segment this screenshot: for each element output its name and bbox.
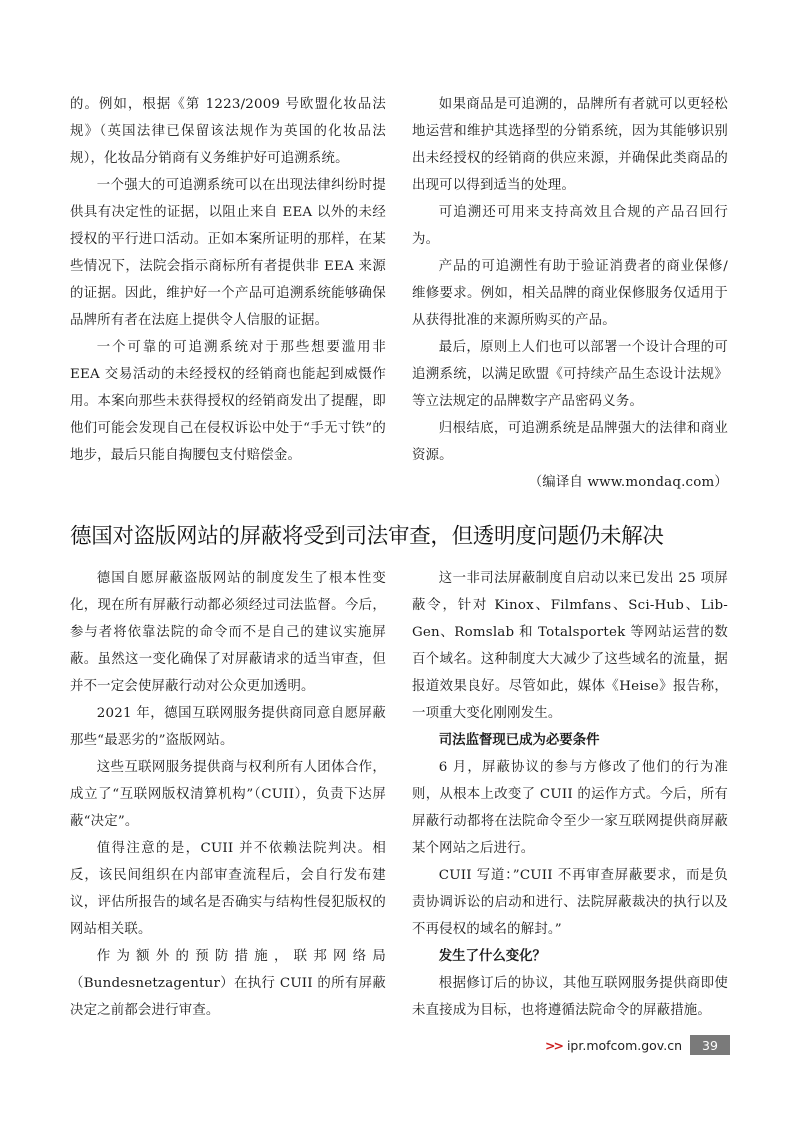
paragraph: 根据修订后的协议，其他互联网服务提供商即使未直接成为目标，也将遵循法院命令的屏蔽措施。: [412, 976, 728, 1018]
paragraph: 值得注意的是，CUII 并不依赖法院判决。相反，该民间组织在内部审查流程后，会自行发布建议，评估所报告的域名是否确实与结构性侵犯版权的网站相关联。: [70, 841, 386, 937]
paragraph: 一个可靠的可追溯系统对于那些想要滥用非 EEA 交易活动的未经授权的经销商也能起到威慑作用。本案向那些未获得授权的经销商发出了提醒，即他们可能会发现自己在侵权诉讼中处于“手无寸铁”的地步，最后只能自掏腰包支付赔偿金。: [70, 340, 386, 463]
article-headline: 德国对盗版网站的屏蔽将受到司法审查，但透明度问题仍未解决: [70, 524, 664, 549]
top-left-column: [70, 91, 386, 469]
double-chevron-right-icon: >>: [545, 1037, 562, 1053]
page-footer: [545, 1035, 730, 1055]
paragraph: 最后，原则上人们也可以部署一个设计合理的可追溯系统，以满足欧盟《可持续产品生态设计法规》等立法规定的品牌数字产品密码义务。: [412, 340, 728, 409]
paragraph: 一个强大的可追溯系统可以在出现法律纠纷时提供具有决定性的证据，以阻止来自 EEA 以外的未经授权的平行进口活动。正如本案所证明的那样，在某些情况下，法院会指示商标所有者提供非 EEA 来源的证据。因此，维护好一个产品可追溯系统能够确保品牌所有者在法庭上提供令人信服的证据。: [70, 178, 386, 328]
source-note: （编译自 www.mondaq.com）: [528, 475, 728, 490]
paragraph: 产品的可追溯性有助于验证消费者的商业保修/维修要求。例如，相关品牌的商业保修服务仅适用于从获得批准的来源所购买的产品。: [412, 259, 728, 328]
top-right-column: [412, 91, 728, 496]
footer-website[interactable]: ipr.mofcom.gov.cn: [566, 1037, 682, 1053]
paragraph: 这一非司法屏蔽制度自启动以来已发出 25 项屏蔽令，针对 Kinox、Filmfans、Sci-Hub、Lib-Gen、Romslab 和 Totalsportek 等网站运营的数百个域名。这种制度大大减少了这些域名的流量，据报道效果良好。尽管如此，媒体《Heise》报告称，一项重大变化刚刚发生。: [412, 571, 728, 721]
paragraph: 归根结底，可追溯系统是品牌强大的法律和商业资源。: [412, 421, 728, 463]
paragraph: 德国自愿屏蔽盗版网站的制度发生了根本性变化，现在所有屏蔽行动都必须经过司法监督。今后，参与者将依靠法院的命令而不是自己的建议实施屏蔽。虽然这一变化确保了对屏蔽请求的适当审查，但并不一定会使屏蔽行动对公众更加透明。: [70, 571, 386, 694]
paragraph: 作为额外的预防措施，联邦网络局（Bundesnetzagentur）在执行 CUII 的所有屏蔽决定之前都会进行审查。: [70, 949, 386, 1018]
paragraph: 可追溯还可用来支持高效且合规的产品召回行为。: [412, 205, 728, 247]
paragraph: 这些互联网服务提供商与权利所有人团体合作，成立了“互联网版权清算机构”（CUII），负责下达屏蔽“决定”。: [70, 760, 386, 829]
article-right-column: [412, 565, 728, 1024]
paragraph: 的。例如，根据《第 1223/2009 号欧盟化妆品法规》（英国法律已保留该法规作为英国的化妆品法规），化妆品分销商有义务维护好可追溯系统。: [70, 97, 386, 166]
page-number: 39: [690, 1035, 730, 1055]
article-left-column: [70, 565, 386, 1024]
subheading: 发生了什么变化？: [438, 949, 546, 964]
paragraph: 如果商品是可追溯的，品牌所有者就可以更轻松地运营和维护其选择型的分销系统，因为其能够识别出未经授权的经销商的供应来源，并确保此类商品的出现可以得到适当的处理。: [412, 97, 728, 193]
paragraph: 6 月，屏蔽协议的参与方修改了他们的行为准则，从根本上改变了 CUII 的运作方式。今后，所有屏蔽行动都将在法院命令至少一家互联网提供商屏蔽某个网站之后进行。: [412, 760, 728, 856]
paragraph: CUII 写道：”CUII 不再审查屏蔽要求，而是负责协调诉讼的启动和进行、法院屏蔽裁决的执行以及不再侵权的域名的解封。”: [412, 868, 728, 937]
subheading: 司法监督现已成为必要条件: [438, 733, 600, 748]
paragraph: 2021 年，德国互联网服务提供商同意自愿屏蔽那些“最恶劣的”盗版网站。: [70, 706, 386, 748]
